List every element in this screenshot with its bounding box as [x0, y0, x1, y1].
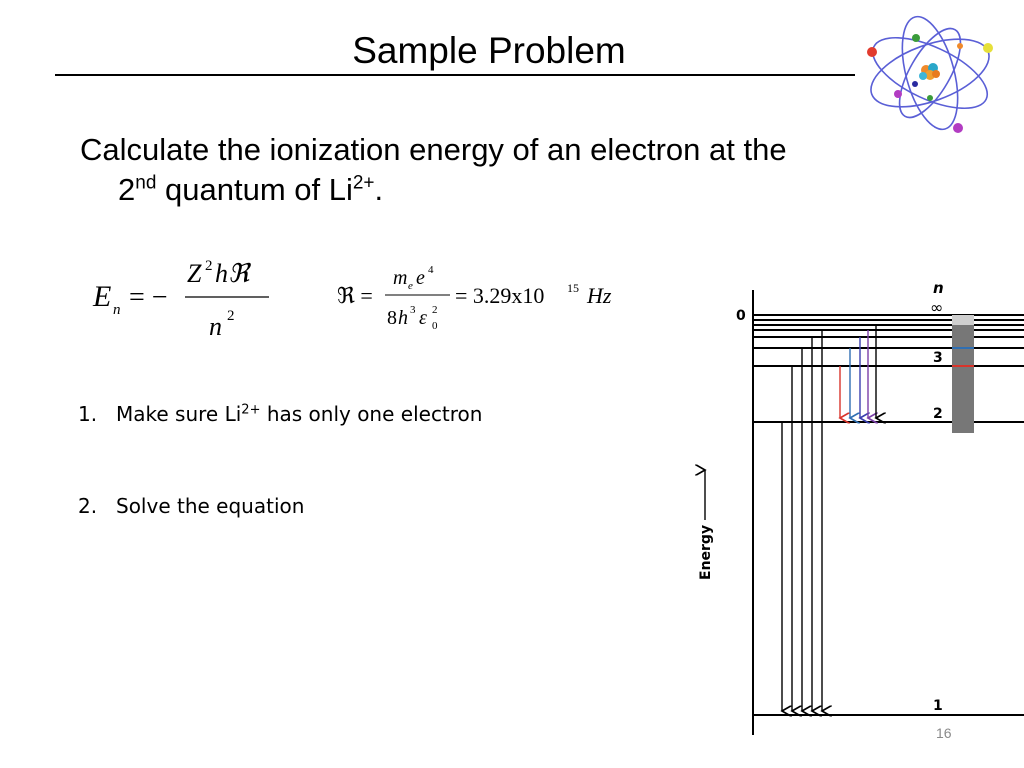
infinity-label: ∞	[930, 298, 944, 317]
eq1-numerator-rest: hℜ	[215, 259, 250, 288]
spectrum-bar	[952, 315, 974, 433]
atom-nucleus	[919, 63, 940, 80]
eq1-numerator-exp: 2	[205, 258, 213, 274]
question-mid: quantum of Li	[156, 172, 353, 207]
spectrum-bar-top	[952, 315, 974, 325]
step-1-text: Make sure Li	[116, 402, 242, 426]
eq2-numerator-sub: e	[408, 280, 413, 292]
question-line-2	[80, 170, 940, 210]
level-3-label: 3	[933, 350, 943, 366]
eq1-lhs: E	[93, 280, 112, 313]
title-underline	[55, 74, 855, 76]
energy-levels	[753, 315, 1024, 715]
eq2-denominator-h-exp: 3	[410, 304, 416, 316]
energy-equation	[85, 250, 285, 350]
slide-number: 16	[936, 725, 952, 741]
step-2-text: Solve the equation	[116, 494, 305, 518]
n-header: n	[933, 279, 944, 297]
eq2-denominator-8: 8	[387, 307, 397, 329]
level-2-label: 2	[933, 406, 943, 422]
eq1-lhs-sub: n	[113, 302, 121, 318]
eq1-denominator-exp: 2	[227, 308, 235, 324]
zero-label: 0	[736, 308, 746, 324]
step-1-text-suffix: has only one electron	[260, 402, 483, 426]
ordinal-suffix: nd	[135, 172, 157, 194]
energy-axis-label	[698, 470, 714, 580]
question-line-1: Calculate the ionization energy of an electron at the	[80, 132, 787, 167]
eq2-denominator-eps: ε	[419, 307, 427, 329]
step-1	[78, 402, 482, 426]
eq2-result-unit: Hz	[587, 283, 612, 308]
eq1-equals: = −	[129, 282, 168, 313]
eq2-denominator-eps-sub: 0	[432, 320, 438, 332]
step-2-number: 2.	[78, 494, 98, 518]
atom-icon	[860, 8, 1000, 138]
ion-charge: 2+	[352, 172, 375, 194]
question-period: .	[374, 172, 384, 207]
lyman-arrows	[782, 330, 822, 711]
eq2-denominator-eps-exp: 2	[432, 304, 438, 316]
eq1-numerator-z: Z	[187, 259, 202, 288]
step-1-number: 1.	[78, 402, 98, 426]
eq2-lhs: ℜ =	[337, 283, 373, 308]
eq2-numerator-exp: 4	[428, 264, 434, 276]
energy-label: Energy	[698, 524, 714, 580]
eq2-numerator-e: e	[416, 267, 425, 289]
rydberg-equation	[335, 258, 635, 338]
energy-level-diagram	[690, 275, 1024, 745]
eq2-denominator-h: h	[398, 307, 408, 329]
eq2-result-exp: 15	[567, 281, 579, 295]
step-1-charge: 2+	[241, 402, 261, 418]
eq2-numerator-m: m	[393, 267, 408, 289]
level-1-label: 1	[933, 698, 943, 714]
eq2-result: = 3.29x10	[455, 283, 545, 308]
question-text	[80, 130, 940, 210]
eq1-denominator-n: n	[209, 312, 222, 341]
quantum-number: 2	[118, 172, 136, 207]
slide-title: Sample Problem	[352, 30, 626, 71]
step-2	[78, 494, 304, 518]
balmer-arrows	[840, 325, 876, 418]
